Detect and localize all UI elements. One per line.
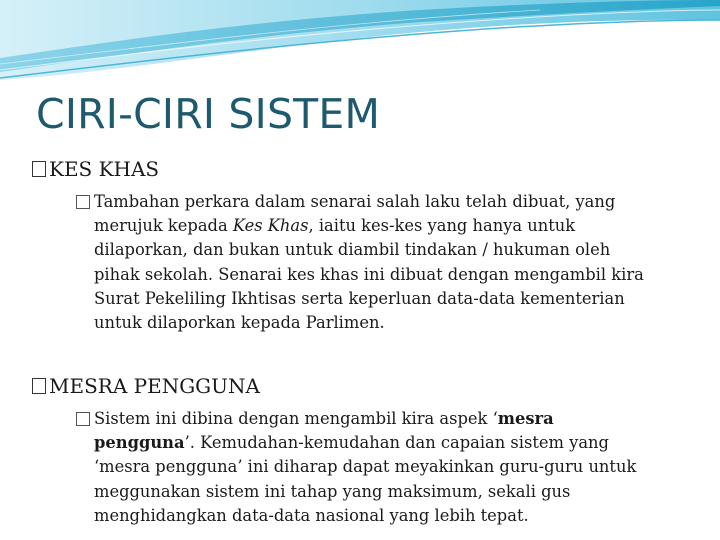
paragraph-kes-khas (94, 190, 694, 335)
square-bullet-icon (76, 412, 90, 426)
paragraph-line: Tambahan perkara dalam senarai salah laku telah dibuat, yang (94, 192, 616, 211)
paragraph-line: dilaporkan, dan bukan untuk diambil tindakan / hukuman oleh (94, 240, 611, 260)
slide-title: CIRI-CIRI SISTEM (36, 90, 381, 138)
section-heading-kes-khas (32, 157, 159, 181)
text-run: Sistem ini dibina dengan mengambil kira aspek ‘ (94, 409, 498, 428)
section-heading-mesra-pengguna (32, 374, 260, 398)
text-run: merujuk kepada (94, 216, 233, 236)
paragraph-line: pihak sekolah. Senarai kes khas ini dibuat dengan mengambil kira (94, 264, 644, 284)
square-bullet-icon (32, 378, 46, 394)
paragraph-mesra-pengguna (94, 407, 694, 528)
paragraph-line (94, 431, 694, 455)
bold-text: mesra (497, 409, 554, 428)
paragraph-line: ‘mesra pengguna’ ini diharap dapat meyakinkan guru-guru untuk (94, 457, 637, 477)
square-bullet-icon (76, 195, 90, 209)
paragraph-line: Surat Pekeliling Ikhtisas serta keperluan data-data kementerian (94, 288, 625, 308)
bold-text: pengguna (94, 433, 185, 453)
square-bullet-icon (32, 161, 46, 177)
paragraph-line (94, 407, 694, 431)
paragraph-line: untuk dilaporkan kepada Parlimen. (94, 313, 385, 333)
paragraph-line: meggunakan sistem ini tahap yang maksimum, sekali gus (94, 481, 571, 501)
emphasis-text: Kes Khas (232, 216, 309, 236)
paragraph-line (94, 214, 694, 238)
text-run: , iaitu kes-kes yang hanya untuk (308, 216, 576, 236)
header-wave-decoration (0, 0, 720, 85)
section-heading-label: MESRA PENGGUNA (49, 374, 260, 398)
section-heading-label: KES KHAS (49, 157, 160, 181)
text-run: ’. Kemudahan-kemudahan dan capaian sistem yang (184, 433, 609, 453)
paragraph-line: menghidangkan data-data nasional yang lebih tepat. (94, 505, 529, 525)
